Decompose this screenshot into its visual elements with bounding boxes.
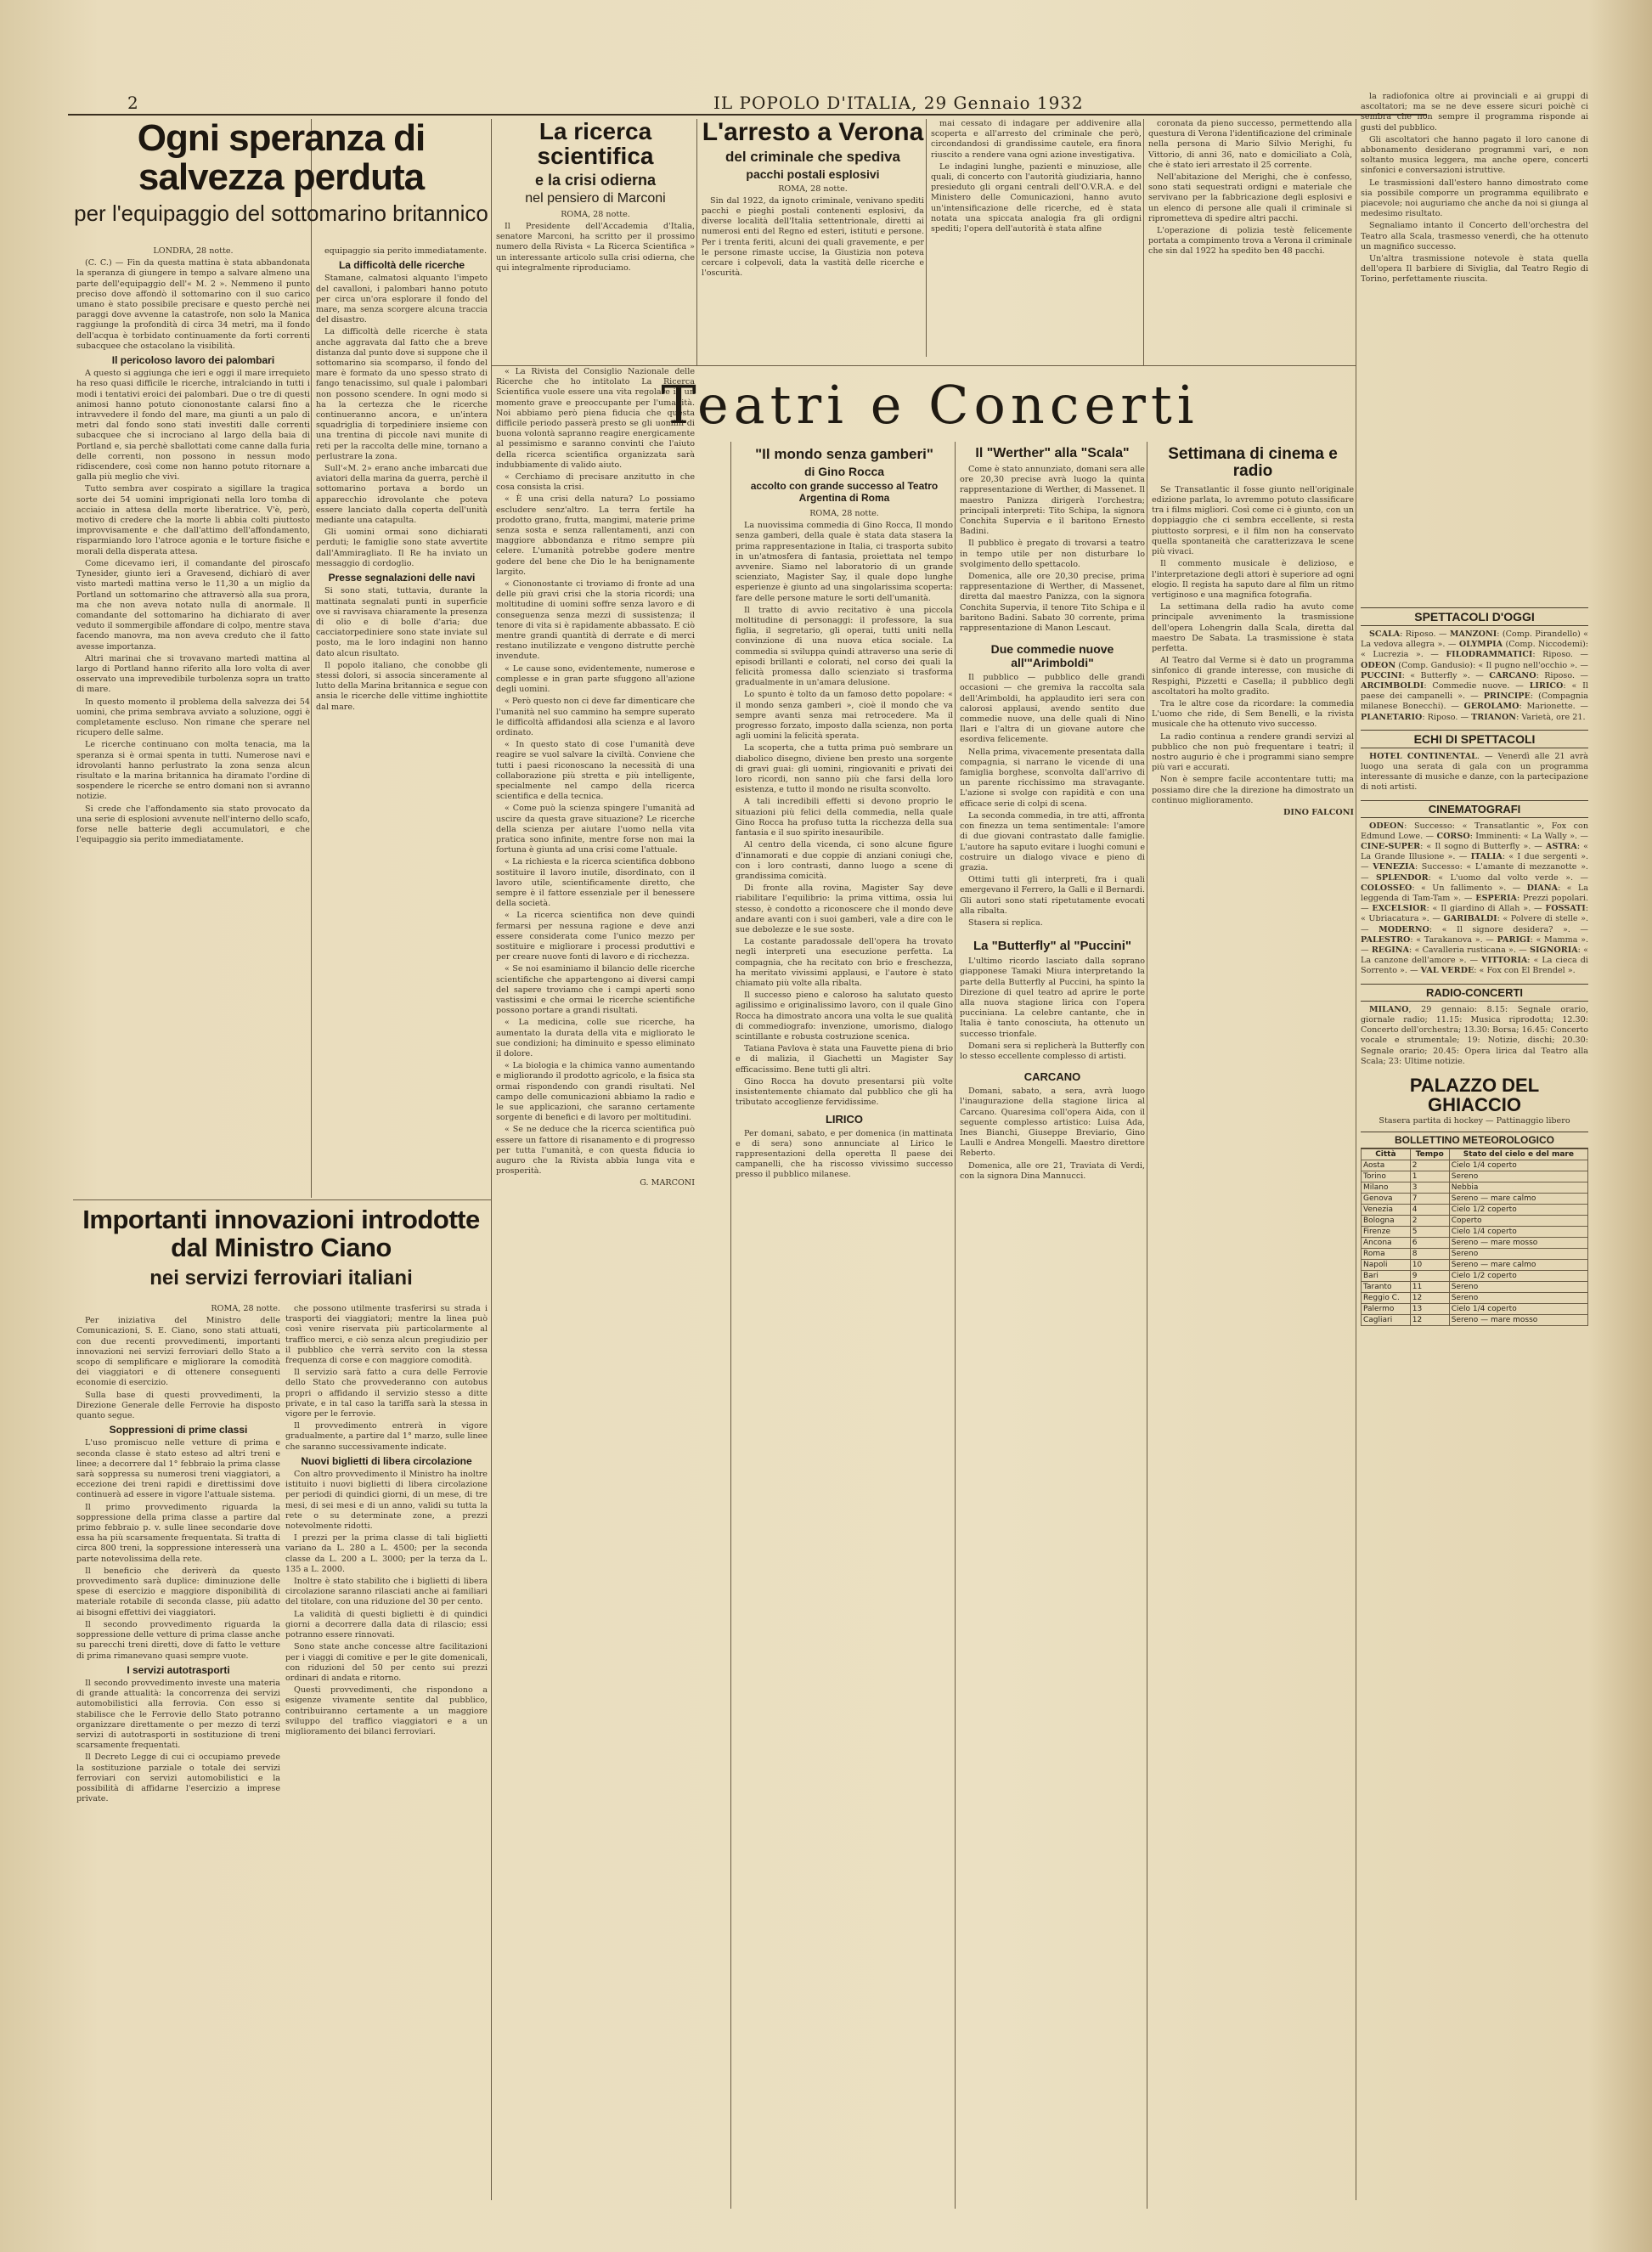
radio-byline: DINO FALCONI (1283, 807, 1354, 817)
right-top-text: la radiofonica oltre ai provinciali e ai gruppi di ascoltatori; ma se ne deve essere sicuri poichè ci sembra che non sempre il programma risponde ai gusti del pubblico. Gli ascoltatori che hanno pagato il loro canone di abbonamento desiderano programmi vari, e non soltanto musica leggera, ma anche opere, concerti sinfonici e conversazioni istruttive. Le trasmissioni dall'estero hanno dimostrato come sia possibile comporre un programma equilibrato e piacevole; noi auguriamo che anche da noi si giunga al medesimo risultato. Segnaliamo intanto il Concerto dell'orchestra del Teatro alla Scala, trasmesso venerdì, che ha ottenuto un magnifico successo. Un'altra trasmissione notevole è stata quella dell'opera Il barbiere di Siviglia, dal Teatro Regio di Torino, perfettamente riuscita. (1361, 92, 1588, 285)
ciano-headline: Importanti innovazioni introdotte dal Ministro Ciano (82, 1206, 480, 1262)
page-number: 2 (127, 93, 138, 113)
radio-title: Settimana di cinema e radio (1168, 446, 1338, 480)
cinema-heading: CINEMATOGRAFI (1361, 800, 1588, 818)
page-edge-stain (1588, 0, 1652, 2252)
werther-title: Il "Werther" alla "Scala" (975, 446, 1130, 460)
ricerca-article: La ricerca scientifica e la crisi odierna nel pensiero di Marconi ROMA, 28 notte. Il Presidente dell'Accademia d'Italia, senatore Marconi, ha scritto per il prossimo numero della Rivista « La Ricerca Scientifica » un interessante articolo sulla crisi odierna, che qui integralmente riproduciamo. (496, 119, 695, 273)
palazzo-heading: PALAZZO DEL GHIACCIO (1409, 1074, 1540, 1115)
submarine-subheadline: per l'equipaggio del sottomarino britannico (74, 200, 488, 227)
ricerca-body: « La Rivista del Consiglio Nazionale delle Ricerche che ho intitolato La Ricerca Scientifica vuole essere una vita regolare in un momento grave e preoccupante per l'umanità. Noi abbiamo però piena fiducia che questa difficile periodo passerà presto se gli uomini di buona volontà sapranno reagire energicamente al pessimismo e saranno convinti che l'aiuto della ricerca scientifica organizzata sarà indubbiamente di valido aiuto. « Cerchiamo di precisare anzitutto in che cosa consista la crisi. « È una crisi della natura? Lo possiamo escludere senz'altro. La terra fertile ha prodotto grano, frutta, mangimi, materie prime senza sosta e senza rallentamenti, anzi con maggiore abbondanza e ritmo sempre più celere. L'umanità potrebbe godere mentre godere del bene che Dio le ha benignamente largito. « Ciononostante ci troviamo di fronte ad una delle più gravi crisi che la storia ricordi; una moltitudine di uomini soffre senza lavoro e di conseguenza senza mezzi di sussistenza; il tenore di vita si è rapidamente abbassato. E ciò mentre grandi quantità di derrate e di merci restano inutilizzate e vengono distrutte perchè invendute. « Le cause sono, evidentemente, numerose e complesse e in gran parte sfuggono all'azione degli uomini. « Però questo non ci deve far dimenticare che l'umanità nel suo cammino ha sempre superato le difficoltà affidandosi alla scienza e al lavoro ordinato. « In questo stato di cose l'umanità deve reagire se vuol salvare la civiltà. Conviene che tutti i paesi riconoscano la necessità di una collaborazione più stretta e più intelligente, specialmente nel campo della ricerca scientifica e della tecnica. « Come può la scienza spingere l'umanità ad uscire da questa grave situazione? Le ricerche della scienza per aiutare l'uomo nella vita pratica sono infinite, mentre forse non mai la fortuna è giunta ad una crisi come l'attuale. « La richiesta e la ricerca scientifica dobbono sostituire il lavoro inutile, disordinato, con il lavoro utile, scientificamente diretto, che sempre è il fattore essenziale per il benessere della società. « La ricerca scientifica non deve quindi fermarsi per nessuna ragione e deve anzi essere considerata come l'unico mezzo per sostituire e migliorare i processi produttivi e per creare nuove fonti di lavoro e di ricchezza. « Se noi esaminiamo il bilancio delle ricerche scientifiche che appartengono ai diversi campi del sapere troviamo che i campi aperti sono vastissimi e che ormai le ricerche scientifiche possono portare a grandi risultati. « La medicina, colle sue ricerche, ha aumentato la durata della vita e migliorato le sue condizioni; ha diminuito e spesso eliminato il dolore. « La biologia e la chimica vanno aumentando e migliorando il prodotto agricolo, e la fisica sta ormai rispondendo con grandi risultati. Nel campo delle comunicazioni abbiamo la radio e le sue applicazioni, che saranno certamente sorgente di benefici e di lavoro per moltitudini. « Se ne deduce che la ricerca scientifica può essere un fattore di risanamento e di progresso per tutta l'umanità, e con questa fiducia io auguro che la Rivista abbia lunga vita e prosperità. G. MARCONI (496, 367, 695, 1188)
lirico-title: LIRICO (825, 1113, 864, 1126)
meteo-col-temp: Tempo (1410, 1149, 1449, 1160)
butterfly-title: La "Butterfly" al "Puccini" (973, 939, 1131, 954)
submarine-section1: Il pericoloso lavoro dei palombari (111, 354, 275, 367)
arresto-deck: pacchi postali esplosivi (746, 167, 880, 181)
ricerca-headline: La ricerca scientifica (537, 119, 654, 170)
ricerca-deck: nel pensiero di Marconi (525, 190, 666, 206)
submarine-section3: Presse segnalazioni delle navi (328, 572, 476, 584)
mondo-title: "Il mondo senza gamberi" (755, 446, 933, 462)
ciano-dateline: ROMA, 28 notte. (211, 1304, 280, 1313)
mondo-article: "Il mondo senza gamberi" di Gino Rocca accolto con grande successo al Teatro Argentina di Roma ROMA, 28 notte. La nuovissima commedia di Gino Rocca, Il mondo senza gamberi, della quale è stata data stasera la prima rappresentazione in Italia, ci trasporta subito in un'atmosfera di fantasia, proiettata nel tempo avvenire. Siamo nel laboratorio di un grande scienziato, Magister Say, il quale dopo lunghe esperienze è giunto ad una singolarissima scoperta: fare delle persone mature le sorti dell'umanità. Il tratto di avvio recitativo è una piccola moltitudine di personaggi: il professore, la sua figlia, il segretario, gli operai, tutti uniti nella convinzione di una nuova etica sociale. La commedia si sviluppa quindi attraverso una serie di episodi brillanti e colorati, nel corso dei quali la felicità promessa dallo scienziato si trasforma gradualmente in un'amara delusione. Lo spunto è tolto da un famoso detto popolare: « il mondo senza gamberi », cioè il mondo che va sempre avanti senza mai retrocedere. Ma il progresso forzato, imposto dalla scienza, non porta agli uomini la felicità sperata. La scoperta, che a tutta prima può sembrare un diabolico disegno, diviene ben presto una sorgente di gravi guai: gli uomini, ringiovaniti e privati dei loro ricordi, non sanno più che farsi della loro esistenza, e tutto il mondo ne risulta sconvolto. A tali incredibili effetti si devono proprio le situazioni più felici della commedia, nella quale Gino Rocca ha profuso tutta la ricchezza della sua fantasia e il suo spirito inesauribile. Al centro della vicenda, ci sono alcune figure d'innamorati e due coppie di anziani coniugi che, con i loro contrasti, danno luogo a scene di grandissima comicità. Di fronte alla rovina, Magister Say deve riabilitare l'equilibrio: la prima vittima, ossia lui stesso, è condotto a riconoscere che il mondo deve andare avanti con i suoi gamberi, vale a dire con le sue debolezze e le sue soste. La costante paradossale dell'opera ha trovato negli interpreti una esecuzione perfetta. La compagnia, che ha recitato con brio e freschezza, ha meritato vivissimi applausi, e l'autore è stato chiamato più volte alla ribalta. Il successo pieno e caloroso ha salutato questo agilissimo e originalissimo lavoro, con il quale Gino Rocca ha dimostrato ancora una volta le sue qualità di commediografo: invenzione, umorismo, dialogo scintillante e robusta costruzione scenica. Tatiana Pavlova è stata una Fauvette piena di brio e di malizia, il Giachetti un Magister Say efficacissimo. Bene tutti gli altri. Gino Rocca ha dovuto presentarsi più volte insistentemente chiamato dal pubblico che gli ha tributato accoglienze fervidissime. LIRICO Per domani, sabato, e per domenica (in mattinata e di sera) sono annunciate al Lirico le rappresentazioni della operetta Il paese dei campanelli, che ha riscosso vivissimo successo presso il pubblico milanese. (736, 446, 953, 1180)
ricerca-subheadline: e la crisi odierna (534, 171, 657, 189)
arresto-headline: L'arresto a Verona (702, 119, 924, 146)
bollettino-heading: BOLLETTINO METEOROLOGICO (1361, 1132, 1588, 1149)
arimboldi-title: Due commedie nuove all'"Arimboldi" (990, 642, 1114, 670)
arresto-subheadline: del criminale che spediva (725, 148, 900, 165)
masthead-title: IL POPOLO D'ITALIA, 29 Gennaio 1932 (713, 93, 1084, 113)
ricerca-dateline: ROMA, 28 notte. (561, 209, 630, 219)
submarine-section2: La difficoltà delle ricerche (338, 259, 465, 272)
ciano-header (73, 1206, 489, 1300)
spettacoli-heading: SPETTACOLI D'OGGI (1361, 607, 1588, 626)
submarine-deck (73, 237, 489, 238)
arresto-dateline: ROMA, 28 notte. (778, 183, 848, 194)
meteo-col-sky: Stato del cielo e del mare (1449, 1149, 1587, 1160)
submarine-dateline: LONDRA, 28 notte. (153, 246, 234, 256)
arresto-body-3: coronata da pieno successo, permettendo alla questura di Verona l'identificazione del criminale nella persona di Mario Silvio Merighi, fu Vittorio, di anni 36, nato e domiciliato a Colà, che è stato ieri arrestato il 25 corrente. Nell'abitazione del Merighi, che è confesso, sono stati sequestrati ordigni e materiale che servivano per la fabbricazione degli esplosivi e un elenco di persone alle quali il criminale si riprometteva di spedire altri pacchi. L'operazione di polizia testè felicemente portata a compimento trova a Verona il criminale che sin dal 1922 ha spedito ben 48 pacchi. (1148, 119, 1352, 257)
arresto-article: L'arresto a Verona del criminale che spediva pacchi postali esplosivi ROMA, 28 notte. Sin dal 1922, da ignoto criminale, venivano spediti pacchi e pieghi postali contenenti esplosivi, da diverse località dell'Italia settentrionale, diretti ai numerosi enti del Regno ed esteri, istituti e persone. Per i trenta feriti, alcuni dei quali gravemente, e per le persone rimaste uccise, la Giustizia non poteva cercare i colpevoli, data la vastità delle ricerche e l'oscurità. (702, 119, 924, 279)
meteo-col-city: Città (1362, 1149, 1411, 1160)
ciano-body-right: che possono utilmente trasferirsi su strada i trasporti dei viaggiatori; mentre la linea può così venire riservata più particolarmente al traffico merci, e ciò senza alcun pregiudizio per il pubblico che verrà servito con la stessa frequenza di corse e con maggiore comodità. Il servizio sarà fatto a cura delle Ferrovie dello Stato che provvederanno con autobus propri o affidando il servizio stesso a ditte private, e in tal caso la tariffa sarà la stessa in vigore per le ferrovie. Il provvedimento entrerà in vigore gradualmente, a partire dal 1° marzo, sulle linee che saranno successivamente indicate. Nuovi biglietti di libera circolazione Con altro provvedimento il Ministro ha inoltre istituito i nuovi biglietti di libera circolazione per periodi di quindici giorni, di un mese, di tre mesi, di sei mesi e di un anno, validi su tutta la rete o su determinate zone, a prezzi notevolmente ridotti. I prezzi per la prima classe di tali biglietti variano da L. 280 a L. 4500; per la seconda classe da L. 200 a L. 3000; per la terza da L. 135 a L. 2000. Inoltre è stato stabilito che i biglietti di libera circolazione saranno rilasciati anche ai familiari del titolare, con una riduzione del 30 per cento. La validità di questi biglietti è di quindici giorni a decorrere dalla data di rilascio; essi potranno essere rinnovati. Sono state anche concesse altre facilitazioni per i viaggi di comitive e per le gite domenicali, con riduzioni del 50 per cento sui prezzi ordinari di andata e ritorno. Questi provvedimenti, che rispondono a esigenze vivamente sentite dal pubblico, contribuiranno certamente a un maggiore sviluppo del traffico viaggiatori e a un miglioramento dei bilanci ferroviari. (285, 1304, 488, 1736)
teatri-banner (510, 374, 1350, 438)
ciano-subheadline: nei servizi ferroviari italiani (149, 1267, 413, 1290)
teatri-banner-title: Teatri e Concerti (661, 374, 1199, 436)
mondo-author: di Gino Rocca (803, 465, 885, 478)
radio-concerti-heading: RADIO-CONCERTI (1361, 984, 1588, 1002)
mondo-deck: accolto con grande successo al Teatro Argentina di Roma (750, 480, 939, 504)
mondo-dateline: ROMA, 28 notte. (809, 509, 879, 518)
submarine-body-right: equipaggio sia perito immediatamente. La difficoltà delle ricerche Stamane, calmatosi alquanto l'impeto del cavalloni, i palombari hanno potuto per circa un'ora esplorare il fondo del mare, ma senza scorgere alcuna traccia del disastro. La difficoltà delle ricerche è stata anche aggravata dal fatto che a breve distanza dal punto dove si suppone che il sottomarino sia scomparso, il fondo del mare è formato da uno spesso strato di fango tenacissimo, sul quale i palombari non possono scendere. In ogni modo si ha la certezza che le ricerche continueranno ancora, e un'intera squadriglia di torpediniere insieme con una trentina di piccole navi munite di reti per la raccolta delle mine, tornano a perlustrare la zona. Sull'«M. 2» erano anche imbarcati due aviatori della marina da guerra, perchè il sottomarino portava a bordo un apparecchio idrovolante che poteva essere lanciato dalla coperta dell'unità mediante una catapulta. Gli uomini ormai sono dichiarati perduti; le famiglie sono state avvertite dall'Ammiragliato. Il Re ha inviato un messaggio di cordoglio. Presse segnalazioni delle navi Si sono stati, tuttavia, durante la mattinata segnalati punti in superficie ove si ravvisava chiaramente la presenza di olio e di bolle d'aria; due cacciatorpediniere sono state inviate sul posto, ma le loro indagini non hanno dato alcun risultato. Il popolo italiano, che conobbe gli stessi dolori, si associa sinceramente al lutto della Marina britannica e segue con ansia le ricerche delle vittime inghiottite dal mare. (316, 246, 488, 712)
submarine-body-left: LONDRA, 28 notte. (C. C.) — Fin da questa mattina è stata abbandonata la speranza di giungere in tempo a salvare almeno una parte dell'equipaggio dell'« M. 2 ». Nemmeno il punto preciso dove affondò il sottomarino con il suo carico umano è stato possibile precisare e questo perchè nei paraggi dove avvenne la catastrofe, non solo la Manica raggiunge la profondità di circa 34 metri, ma il fondo dell'acqua è torbidato continuamente da forti correnti subacquee che ostacolano la visibilità. Il pericoloso lavoro dei palombari A questo si aggiunga che ieri e oggi il mare irrequieto ha reso quasi difficile le ricerche, intralciando in tutti i modi i tentativi eroici dei palombari. Due o tre di questi animosi hanno potuto ciononostante calarsi fino a intravvedere il fondo del mare, ma giunti a un palo di metri dal fondo sono stati investiti dalle correnti subacquee che si incrociano al largo della baia di Portland e, sia perchè sballottati come canne dalla furia delle correnti, non possono in nessun modo ridiscendere, così come non hanno potuto ritornare a galla più meglio che vivi. Tutto sembra aver cospirato a sigillare la tragica sorte dei 54 uomini imprigionati nella loro tomba di acciaio in attesa della morte liberatrice. V'è, però, motivo di credere che la morte li abbia colti piuttosto improvvisamente e che dall'attimo dell'affondamento, risparmiando loro l'atroce agonia e le torture fisiche e morali della disperata attesa. Come dicevamo ieri, il comandante del piroscafo Tynesider, giunto ieri a Gravesend, dichiarò di aver visto martedì mattina verso le 11,30 a un miglio da Portland un sottomarino che attraversò alla sua prora, ma che non aveva notato nulla di anormale. Il comandante del sottomarino ha dichiarato di aver veduto il sommergibile affondare di colpo, mentre stava facendo manovra, ma non aveva creduto che il fatto avesse importanza. Altri marinai che si trovavano martedì mattina al largo di Portland hanno riferito alla loro volta di aver osservato una imprevedibile turbolenza sopra un tratto di mare. In questo momento il problema della salvezza dei 54 uomini, che prima sembrava avviato a soluzione, oggi è completamente escluso. Non rimane che sperare nel ricupero delle salme. Le ricerche continuano con molta tenacia, ma la speranza si è ormai spenta in tutti. Numerose navi e idrovolanti hanno perlustrato la zona senza alcun risultato e la marina britannica ha diramato l'ordine di sospendere le ricerche se entro domani non si avranno notizie. Si crede che l'affondamento sia stato provocato da una serie di esplosioni avvenute nell'interno dello scafo, forse nelle batterie degli accumulatori, e che l'equipaggio sia perito immediatamente. (76, 246, 310, 845)
ciano-section3: I servizi autotrasporti (127, 1663, 230, 1676)
arresto-body-2: mai cessato di indagare per addivenire alla scoperta e all'arresto del criminale che però, circondandosi di grandissime cautele, era finora riuscito a rendere vana ogni azione investigativa. Le indagini lunghe, pazienti e minuziose, alle quali, di concerto con l'autorità giudiziaria, hanno presieduto gli organi centrali dell'O.V.R.A. e del Ministero delle Comunicazioni, hanno avuto un'intensificazione delle ricerche, ed è stata notata una spiccata analogia fra gli ordigni spediti; l'opera dell'autorità è stata alfine (931, 119, 1142, 234)
ciano-body-left: ROMA, 28 notte. Per iniziativa del Ministro delle Comunicazioni, S. E. Ciano, sono stati attuati, con due recenti provvedimenti, importanti innovazioni nei servizi ferroviari dello Stato a scopo di semplificare e migliorare la comodità dei viaggiatori e di ottenere conseguenti economie di esercizio. Sulla base di questi provvedimenti, la Direzione Generale delle Ferrovie ha disposto quanto segue. Soppressioni di prime classi L'uso promiscuo nelle vetture di prima e seconda classe è stato esteso ad altri treni e linee; a decorrere dal 1° febbraio la prima classe sarà soppressa su numerosi treni viaggiatori, a eccezione dei treni rapidi e direttissimi dove continuerà ad essere in vigore l'attuale sistema. Il primo provvedimento riguarda la soppressione della prima classe a partire dal primo febbraio p. v. sulle linee secondarie dove essa ha più scarsamente frequentata. Si tratta di circa 800 treni, la soppressione interesserà una parte notevolissima della rete. Il beneficio che deriverà da questo provvedimento sarà duplice: diminuzione delle spese di esercizio e maggiore disponibilità di materiale rotabile di seconda classe, più adatto ai bisogni effettivi dei viaggiatori. Il secondo provvedimento riguarda la soppressione delle vetture di prima classe anche su parecchi treni diretti, dove di fatto le vetture di prima rimanevano quasi sempre vuote. I servizi autotrasporti Il secondo provvedimento investe una materia di grande attualità: la concorrenza dei servizi automobilistici alla ferrovia. Con esso si stabilisce che le Ferrovie dello Stato potranno organizzare direttamente o per mezzo di terzi servizi di autotrasporti in sostituzione di treni scarsamente frequentati. Il Decreto Legge di cui ci occupiamo prevede la sostituzione parziale o totale dei servizi ferroviari con servizi automobilistici e la possibilità di affidarne l'esercizio a imprese private. (76, 1304, 280, 1804)
radio-column: Settimana di cinema e radio Se Transatlantic il fosse giunto nell'originale edizione parlata, lo avremmo potuto classificare tra i films migliori. Così come ci è giunto, con un doppiaggio che ci sembra eccellente, si resta piuttosto sorpresi, e il film non ha conservato quella spontaneità che caratterizzava le scene più vivaci. Il commento musicale è delizioso, e l'interpretazione degli attori è superiore ad ogni elogio. Il regista ha saputo dare al film un ritmo vertiginoso e una magnifica fotografia. La settimana della radio ha avuto come principale avvenimento la trasmissione dell'opera Lohengrin dalla Scala, diretta dal maestro De Sabata. La trasmissione è stata perfetta. Al Teatro dal Verme si è dato un programma sinfonico di grande interesse, con musiche di Respighi, Pizzetti e Casella; il pubblico degli ascoltatori ha molto gradito. Tra le altre cose da ricordare: la commedia L'uomo che ride, di Sem Benelli, e la rivista musicale che ha ottenuto vivo successo. La radio continua a rendere grandi servizi al pubblico che non può frequentare i teatri; il nostro augurio è che i programmi siano sempre più vari e accurati. Non è sempre facile accontentare tutti; ma possiamo dire che la direzione ha dimostrato un continuo miglioramento. DINO FALCONI (1152, 446, 1354, 817)
ciano-section2: Nuovi biglietti di libera circolazione (301, 1454, 472, 1467)
right-listings: SPETTACOLI D'OGGI SCALA: Riposo. — MANZONI: (Comp. Pirandello) « La vedova allegra ». — OLYMPIA (Comp. Niccodemi): « Lucrezia ». — FILODRAMMATICI: Riposo. — ODEON (Comp. Gandusio): « Il pugno nell'occhio ». — PUCCINI: « Butterfly ». — CARCANO: Riposo. — ARCIMBOLDI: Commedie nuove. — LIRICO: « Il paese dei campanelli ». — PRINCIPE: (Compagnia milanese Bonecchi). — GEROLAMO: Marionette. — PLANETARIO: Riposo. — TRIANON: Varietà, ore 21. ECHI DI SPETTACOLI HOTEL CONTINENTAL. — Venerdì alle 21 avrà luogo una serata di gala con un programma interessante di musiche e danze, con la partecipazione di noti artisti. CINEMATOGRAFI ODEON: Successo: « Transatlantic », Fox con Edmund Lowe. — CORSO: Imminenti: « La Wally ». — CINE-SUPER: « Il sogno di Butterfly ». — ASTRA: « La Grande Illusione ». — ITALIA: « I due sergenti ». — VENEZIA: Successo: « L'amante di mezzanotte ». — SPLENDOR: « L'uomo dal volto verde ». — COLOSSEO: « Un fallimento ». — DIANA: « La leggenda di Tam-Tam ». — ESPERIA: Prezzi popolari. — EXCELSIOR: « Il giardino di Allah ». — FOSSATI: « Ubriacatura ». — GARIBALDI: « Polvere di stelle ». — MODERNO: « Il signore desidera? ». — PALESTRO: « Tarakanova ». — PARIGI: « Mamma ». — REGINA: « Cavalleria rusticana ». — SIGNORIA: « La canzone dell'amore ». — VITTORIA: « La cieca di Sorrento ». — VAL VERDE: « Fox con El Brendel ». RADIO-CONCERTI MILANO, 29 gennaio: 8.15: Segnale orario, giornale radio; 11.15: Musica riprodotta; 12.30: Concerto dell'orchestra; 13.30: Borsa; 16.45: Concerto vocale e strumentale; 19: Notizie, dischi; 20.30: Segnale orario; 20.45: Opera lirica dal Teatro alla Scala; 23: Ultime notizie. PALAZZO DEL GHIACCIO Stasera partita di hockey — Pattinaggio libero BOLLETTINO METEOROLOGICO Città Tempo Stato del cielo e del mare Aosta 2 Cielo 1/4 coperto Torino 1 Sereno Milano 3 Nebbia Genova 7 Sereno — mare calmo Venezia 4 Cielo 1/2 coperto Bologna 2 Coperto Firenze 5 Cielo 1/4 coperto Ancona 6 Sereno — mare mosso Roma 8 Sereno Napoli 10 Sereno — mare calmo Bari 9 Cielo 1/2 coperto Taranto 11 Sereno Reggio C. 12 Sereno Palermo 13 Cielo 1/4 coperto Cagliari 12 Sereno — mare mosso (1361, 607, 1588, 2196)
carcano-title: CARCANO (1023, 1070, 1081, 1084)
echi-heading: ECHI DI SPETTACOLI (1361, 730, 1588, 748)
ciano-section1: Soppressioni di prime classi (109, 1424, 248, 1436)
submarine-headline: Ogni speranza di salvezza perduta (137, 119, 426, 199)
meteo-table: Città Tempo Stato del cielo e del mare Aosta 2 Cielo 1/4 coperto Torino 1 Sereno Milano 3 Nebbia Genova 7 Sereno — mare calmo Venezia 4 Cielo 1/2 coperto Bologna 2 Coperto Firenze 5 Cielo 1/4 coperto Ancona 6 Sereno — mare mosso Roma 8 Sereno Napoli 10 Sereno — mare calmo Bari 9 Cielo 1/2 coperto Taranto 11 Sereno Reggio C. 12 Sereno Palermo 13 Cielo 1/4 coperto Cagliari 12 Sereno — mare mosso (1361, 1149, 1588, 1326)
submarine-header (73, 119, 489, 238)
masthead (68, 92, 1427, 116)
werther-column: Il "Werther" alla "Scala" Come è stato annunziato, domani sera alle ore 20,30 precise avrà luogo la quinta rappresentazione di Werther, di Massenet. Il maestro Panizza dirigerà l'orchestra; principali interpreti: Tito Schipa, la signora Conchita Supervia e il baritono Ernesto Badini. Il pubblico è pregato di trovarsi a teatro in tempo utile per non disturbare lo svolgimento dello spettacolo. Domenica, alle ore 20,30 precise, prima rappresentazione di Werther, di Massenet, diretta dal maestro Panizza, con la signora Conchita Supervia, il tenore Tito Schipa e il baritono Badini. Sabato 30 corrente, prima rappresentazione di Manon Lescaut. Due commedie nuove all'"Arimboldi" Il pubblico — pubblico delle grandi occasioni — che gremiva la raccolta sala dell'Arimboldi, ha applaudito ieri sera con calorosi applausi, avendo sentito due commedie nuove, una delle quali di Nino Ilari e l'altra di un giovane autore che esordiva felicemente. Nella prima, vivacemente presentata dalla compagnia, si narrano le vicende di una famiglia borghese, sconvolta dall'arrivo di un parente ricchissimo ma stravagante. L'azione si svolge con rapidità e con una efficace serie di colpi di scena. La seconda commedia, in tre atti, affronta con finezza un tema sentimentale: l'amore di due giovani contrastato dalle famiglie. L'autore ha saputo evitare i luoghi comuni e costruire un dialogo vivace e pieno di grazia. Ottimi tutti gli interpreti, fra i quali emergevano il Ferrero, la Galli e il Bernardi. Gli autori sono stati ripetutamente evocati alla ribalta. Stasera si replica. La "Butterfly" al "Puccini" L'ultimo ricordo lasciato dalla soprano giapponese Tamaki Miura interpretando la parte della Butterfly al Puccini, ha spinto la Direzione di quel teatro ad aprire le porte alla nuova stagione lirica con l'opera pucciniana. La celebre cantante, che in Italia è tanto conosciuta, ha ottenuto un successo trionfale. Domani sera si replicherà la Butterfly con lo stesso eccellente complesso di artisti. CARCANO Domani, sabato, a sera, avrà luogo l'inaugurazione della stagione lirica al Carcano. Quaresima coll'opera Aida, con il seguente complesso artistico: Luisa Ada, Ines Bianchi, Giuseppe Breviario, Gino Laulli e Andrea Mongelli. Maestro direttore Reberto. Domenica, alle ore 21, Traviata di Verdi, con la signora Dina Mannucci. (960, 446, 1145, 1181)
